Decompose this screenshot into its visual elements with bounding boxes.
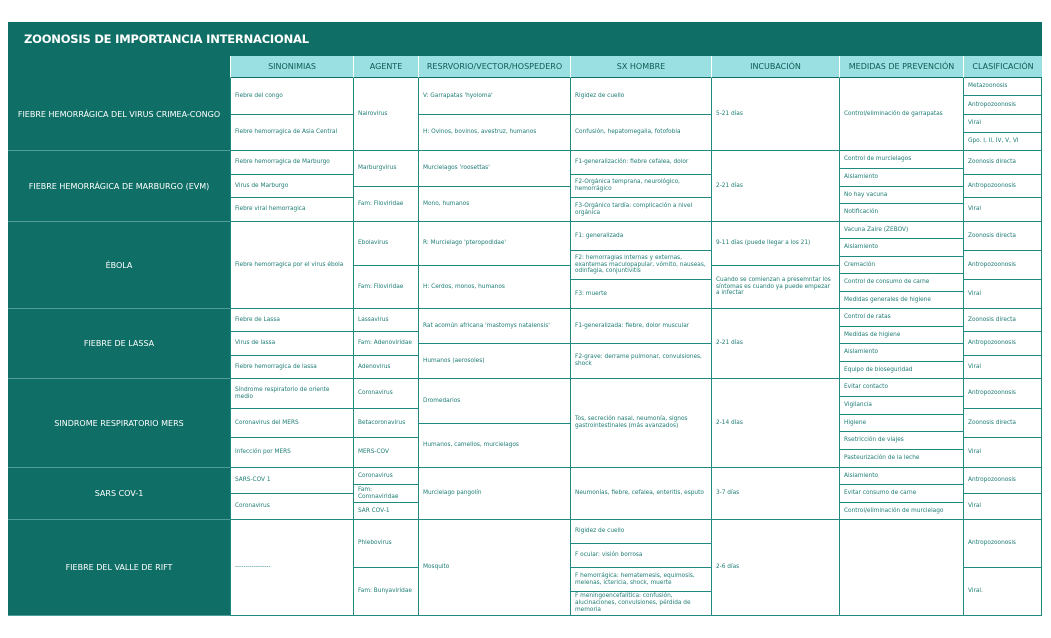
sinonimias-cell: SARS-COV 1 — [230, 468, 353, 494]
sinonimias-cell: Coronavirus del MERS — [230, 409, 353, 438]
agente-cell: Fam: Coronaviridae — [353, 485, 418, 503]
agente-cell: Lassavirus — [353, 309, 418, 332]
clasificacion-cell: Zoonosis directa — [963, 222, 1042, 251]
medidas-cell: Control de murcielagos — [839, 151, 963, 169]
sx-cell: Confusión, hepatomegalia, fotofobia — [570, 115, 711, 151]
sx-cell: F3: muerte — [570, 280, 711, 309]
reservorio-cell: Dromedarios — [418, 379, 570, 424]
reservorio-cell: V: Garrapatas 'hyoloma' — [418, 78, 570, 115]
sx-cell: F ocular: visión borrosa — [570, 544, 711, 568]
agente-cell: Adenovirus — [353, 356, 418, 379]
agente-cell: SAR COV-1 — [353, 503, 418, 520]
reservorio-cell: Mono, humanos — [418, 187, 570, 222]
agente-cell: Fam: Bunyaviridae — [353, 568, 418, 616]
medidas-cell: Notificación — [839, 204, 963, 222]
clasificacion-cell: Viral — [963, 198, 1042, 222]
medidas-cell: Control/eliminación de murcielago — [839, 503, 963, 520]
clasificacion-cell: Antropozoonosis — [963, 468, 1042, 494]
disease-name: FIEBRE HEMORRÁGICA DEL VIRUS CRIMEA-CONGO — [8, 78, 230, 151]
disease-name: SINDROME RESPIRATORIO MERS — [8, 379, 230, 468]
sinonimias-cell: Coronavirus — [230, 494, 353, 520]
sinonimias-cell: Síndrome respiratorio de oriente medio — [230, 379, 353, 409]
clasificacion-cell: Viral — [963, 280, 1042, 309]
sx-cell: F3-Orgánico tardía: complicación a nivel orgánica — [570, 198, 711, 222]
medidas-cell: Equipo de bioseguridad — [839, 362, 963, 379]
sinonimias-cell: Infección por MERS — [230, 438, 353, 468]
agente-cell: Fam: Filoviridae — [353, 266, 418, 309]
incubacion-cell: 5-21 días — [711, 78, 839, 151]
header-sinonimias: SINONIMIAS — [230, 56, 353, 78]
sinonimias-cell: ----------------- — [230, 520, 353, 616]
clasificacion-cell: Antropozoonosis — [963, 520, 1042, 568]
agente-cell: Coronavirus — [353, 468, 418, 485]
clasificacion-cell: Antropozoonosis — [963, 379, 1042, 409]
clasificacion-cell: Gpo. I, II, IV, V, VI — [963, 133, 1042, 151]
sx-cell: Rigidez de cuello — [570, 520, 711, 544]
reservorio-cell: Humanos (aerosoles) — [418, 344, 570, 379]
reservorio-cell: Murcielagos 'roosettas' — [418, 151, 570, 187]
sinonimias-cell: Fiebre hemorragica por el virus ébola — [230, 222, 353, 309]
disease-name: SARS COV-1 — [8, 468, 230, 520]
reservorio-cell: Mosquito — [418, 520, 570, 616]
sx-cell: F meningoencefalitica: confusión, alucinaciones, convulsiones, pérdida de memoria — [570, 592, 711, 616]
sinonimias-cell: Fiebre hemorragica de lassa — [230, 356, 353, 379]
header-sx: SX HOMBRE — [570, 56, 711, 78]
sinonimias-cell: Fiebre hemorragica de Marburgo — [230, 151, 353, 175]
medidas-cell: Rsetricción de viajes — [839, 432, 963, 450]
medidas-cell: Control/eliminación de garrapatas — [839, 78, 963, 151]
clasificacion-cell: Antropozoonosis — [963, 175, 1042, 198]
medidas-cell: Vacuna Zaire (ZEBOV) — [839, 222, 963, 239]
medidas-cell: Aislamiento — [839, 344, 963, 362]
sinonimias-cell: Virus de Marburgo — [230, 175, 353, 198]
disease-name: FIEBRE DE LASSA — [8, 309, 230, 379]
medidas-cell — [839, 520, 963, 616]
medidas-cell: Medidas de higiene — [839, 327, 963, 344]
clasificacion-cell: Antropozoonosis — [963, 96, 1042, 115]
medidas-cell: Aislamiento — [839, 169, 963, 187]
zoonosis-table — [8, 22, 1042, 616]
incubacion-cell: 3-7 días — [711, 468, 839, 520]
agente-cell: MERS-COV — [353, 438, 418, 468]
medidas-cell: Cremación — [839, 257, 963, 274]
agente-cell: Fam: Filoviridae — [353, 187, 418, 222]
sx-cell: F1: generalizada — [570, 222, 711, 251]
medidas-cell: Evitar contacto — [839, 379, 963, 397]
incubacion-cell: 2-21 días — [711, 309, 839, 379]
sx-cell: F2-Orgánica temprana, neurológico, hemorrágico — [570, 175, 711, 198]
clasificacion-cell: Zoonosis directa — [963, 151, 1042, 175]
incubacion-cell: 2-14 días — [711, 379, 839, 468]
medidas-cell: Vigilancia — [839, 397, 963, 415]
reservorio-cell: Murcielago pangolín — [418, 468, 570, 520]
incubacion-cell: Cuando se comienzan a presemntar los síntomas es cuando ya puede empezar a infectar — [711, 266, 839, 309]
medidas-cell: Control de consumo de carne — [839, 274, 963, 292]
sinonimias-cell: Virus de lassa — [230, 332, 353, 356]
sx-cell: F1-generalizada: fiebre, dolor muscular — [570, 309, 711, 344]
clasificacion-cell: Viral — [963, 356, 1042, 379]
sx-cell: Tos, secreción nasal, neumonía, signos gastrointestinales (más avanzados) — [570, 379, 711, 468]
sx-cell: F2-grave: derrame pulmonar, convulsiones, shock — [570, 344, 711, 379]
clasificacion-cell: Zoonosis directa — [963, 409, 1042, 438]
agente-cell: Coronavirus — [353, 379, 418, 409]
table-title: ZOONOSIS DE IMPORTANCIA INTERNACIONAL — [24, 32, 309, 46]
reservorio-cell: Humanos, camellos, murcielagos — [418, 424, 570, 468]
clasificacion-cell: Viral. — [963, 568, 1042, 616]
agente-cell: Fam: Adenoviridae — [353, 332, 418, 356]
header-medidas: MEDIDAS DE PREVENCIÓN — [839, 56, 963, 78]
sinonimias-cell: Fiebre viral hemorragica — [230, 198, 353, 222]
incubacion-cell: 9-11 días (puede llegar a los 21) — [711, 222, 839, 266]
disease-name: FIEBRE HEMORRÁGICA DE MARBURGO (EVM) — [8, 151, 230, 222]
agente-cell: Marburgvirus — [353, 151, 418, 187]
sx-cell: Rigidez de cuello — [570, 78, 711, 115]
sx-cell: F hemorrágica: hematemesis, equimosis, melenas, ictericia, shock, muerte — [570, 568, 711, 592]
agente-cell: Nairovirus — [353, 78, 418, 151]
medidas-cell: Aislamiento — [839, 239, 963, 257]
medidas-cell: Higiene — [839, 415, 963, 432]
sinonimias-cell: Fiebre de Lassa — [230, 309, 353, 332]
reservorio-cell: H: Ovinos, bovinos, avestruz, humanos — [418, 115, 570, 151]
header-clasificacion: CLASIFICACIÓN — [963, 56, 1042, 78]
header-agente: AGENTE — [353, 56, 418, 78]
title-bar — [8, 22, 1042, 56]
medidas-cell: Control de ratas — [839, 309, 963, 327]
header-incubacion: INCUBACIÓN — [711, 56, 839, 78]
medidas-cell: Evitar consumo de carne — [839, 485, 963, 503]
sx-cell: F2: hemorragias internas y externas, exantemas maculopapular, vómito, nauseas, odinfagia, conjuntivitis — [570, 251, 711, 280]
clasificacion-cell: Zoonosis directa — [963, 309, 1042, 332]
sinonimias-cell: Fiebre hemorragica de Asia Central — [230, 115, 353, 151]
disease-name: ÉBOLA — [8, 222, 230, 309]
clasificacion-cell: Viral — [963, 438, 1042, 468]
agente-cell: Ebolavirus — [353, 222, 418, 266]
reservorio-cell: Rat acomún africana 'mastomys natalensis' — [418, 309, 570, 344]
medidas-cell: Pasteurización de la leche — [839, 450, 963, 468]
agente-cell: Betacoronavirus — [353, 409, 418, 438]
incubacion-cell: 2-6 días — [711, 520, 839, 616]
incubacion-cell: 2-21 días — [711, 151, 839, 222]
reservorio-cell: H: Cerdos, monos, humanos — [418, 266, 570, 309]
clasificacion-cell: Antropozoonosis — [963, 332, 1042, 356]
header-reservorio: RESRVORIO/VECTOR/HOSPEDERO — [418, 56, 570, 78]
sx-cell: F1-generalización: fiebre cefalea, dolor — [570, 151, 711, 175]
clasificacion-cell: Viral — [963, 115, 1042, 133]
medidas-cell: Aislamiento — [839, 468, 963, 485]
clasificacion-cell: Antropozoonosis — [963, 251, 1042, 280]
disease-name: FIEBRE DEL VALLE DE RIFT — [8, 520, 230, 616]
reservorio-cell: R: Murcielago 'pteropodidae' — [418, 222, 570, 266]
clasificacion-cell: Metazoonosis — [963, 78, 1042, 96]
medidas-cell: Medidas generales de higiene — [839, 292, 963, 309]
medidas-cell: No hay vacuna — [839, 187, 963, 204]
agente-cell: Phlebovirus — [353, 520, 418, 568]
clasificacion-cell: Viral — [963, 494, 1042, 520]
sx-cell: Neumonías, fiebre, cefalea, enteritis, esputo — [570, 468, 711, 520]
sinonimias-cell: Fiebre del congo — [230, 78, 353, 115]
